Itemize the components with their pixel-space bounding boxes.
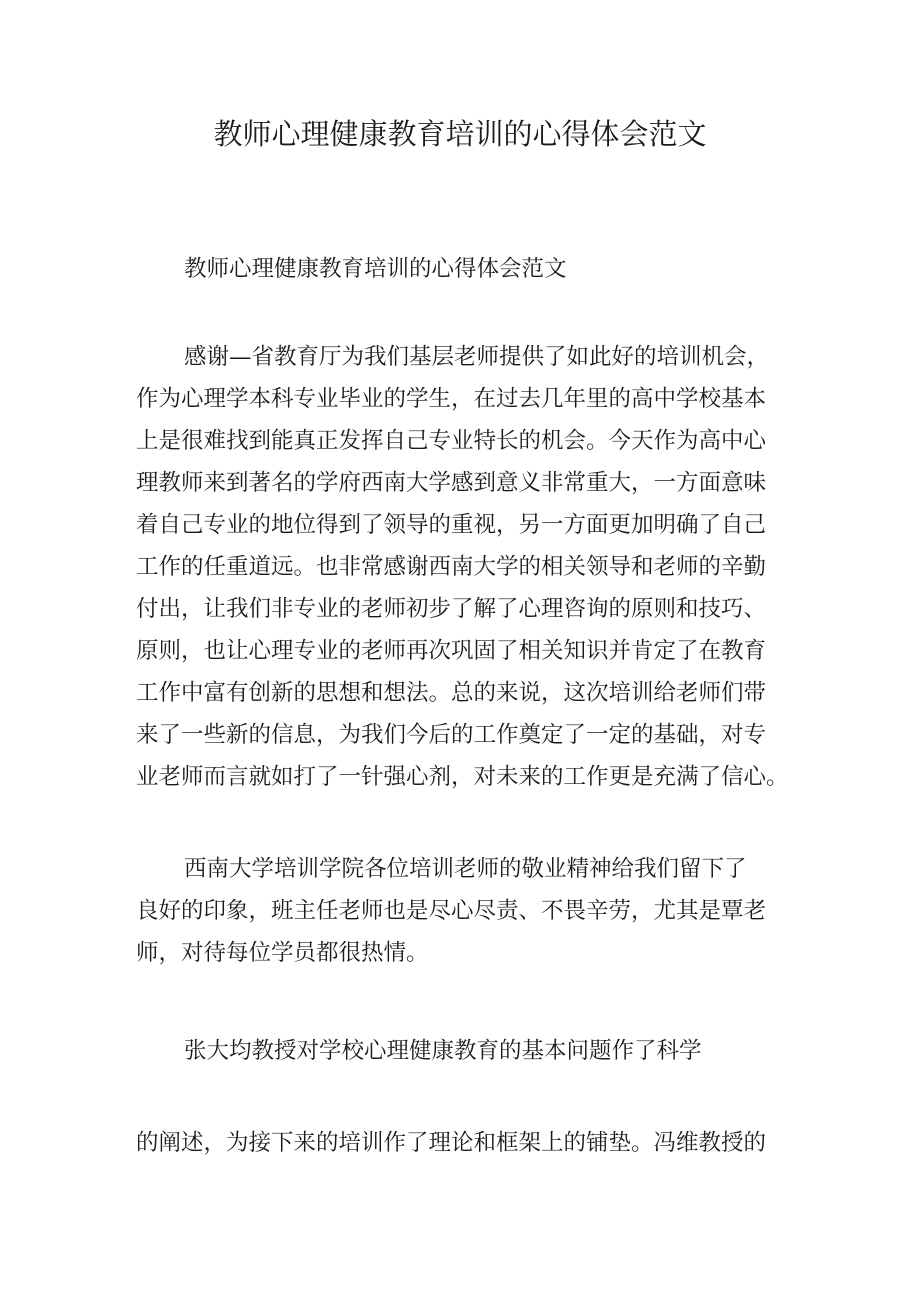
paragraph-line: 着自己专业的地位得到了领导的重视，另一方面更加明确了自己: [136, 512, 767, 538]
paragraph-line: 良好的印象，班主任老师也是尽心尽责、不畏辛劳，尤其是覃老: [136, 898, 767, 924]
paragraph-line: 作为心理学本科专业毕业的学生，在过去几年里的高中学校基本: [136, 386, 767, 412]
paragraph-line: 理教师来到著名的学府西南大学感到意义非常重大，一方面意味: [136, 470, 767, 496]
paragraph-line: 西南大学培训学院各位培训老师的敬业精神给我们留下了: [184, 856, 747, 882]
document-title: 教师心理健康教育培训的心得体会范文: [213, 117, 707, 151]
paragraph-line: 师，对待每位学员都很热情。: [136, 940, 429, 966]
paragraph-line: 工作中富有创新的思想和想法。总的来说，这次培训给老师们带: [136, 680, 767, 706]
paragraph-line: 上是很难找到能真正发挥自己专业特长的机会。今天作为高中心: [136, 428, 767, 454]
paragraph-line: 来了一些新的信息，为我们今后的工作奠定了一定的基础，对专: [136, 722, 767, 748]
paragraph-line: 付出，让我们非专业的老师初步了解了心理咨询的原则和技巧、: [136, 596, 767, 622]
paragraph-line: 的阐述，为接下来的培训作了理论和框架上的铺垫。冯维教授的: [136, 1130, 767, 1156]
paragraph-line: 感谢—省教育厅为我们基层老师提供了如此好的培训机会，: [184, 344, 770, 370]
paragraph-line: 业老师而言就如打了一针强心剂，对未来的工作更是充满了信心。: [136, 764, 789, 790]
paragraph-line: 张大均教授对学校心理健康教育的基本问题作了科学: [184, 1038, 702, 1064]
paragraph-line: 工作的任重道远。也非常感谢西南大学的相关领导和老师的辛勤: [136, 554, 767, 580]
paragraph-line: 原则，也让心理专业的老师再次巩固了相关知识并肯定了在教育: [136, 638, 767, 664]
document-subtitle: 教师心理健康教育培训的心得体会范文: [184, 256, 567, 282]
